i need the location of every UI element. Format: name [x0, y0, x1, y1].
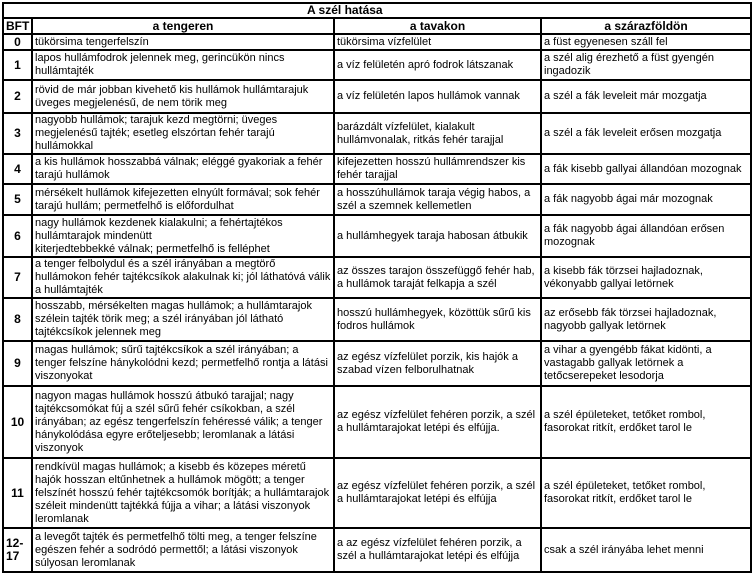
- table-header-row: [3, 18, 751, 34]
- sea-cell: tükörsima tengerfelszín: [32, 34, 334, 50]
- land-cell: a szél épületeket, tetőket rombol, fasorokat ritkít, erdőket tarol le: [541, 386, 751, 458]
- land-cell: csak a szél irányába lehet menni: [541, 528, 751, 572]
- lakes-cell: a hosszúhullámok taraja végig habos, a szél a szemnek kellemetlen: [334, 184, 541, 215]
- table-row: [3, 528, 751, 572]
- sea-cell: rendkívül magas hullámok; a kisebb és közepes méretű hajók hosszan eltűnhetnek a hullámok mögött; a tenger felszínét hosszú fehér tajtékcsomók borítják; a hullámtarajok széleit mindenütt tajtékká fújja a vihar; a látási viszonyok leromlanak: [32, 458, 334, 528]
- table-row: [3, 80, 751, 113]
- land-cell: a kisebb fák törzsei hajladoznak, vékonyabb gallyai letörnek: [541, 257, 751, 298]
- sea-cell: magas hullámok; sűrű tajtékcsíkok a szél irányában; a tenger felszíne hánykolódni kezd; permetfelhő rontja a látási viszonyokat: [32, 341, 334, 386]
- bft-cell: 12- 17: [3, 528, 32, 572]
- lakes-cell: az egész vízfelület fehéren porzik, a szél a hullámtarajokat letépi és elfújja.: [334, 386, 541, 458]
- lakes-cell: kifejezetten hosszú hullámrendszer kis fehér tarajjal: [334, 154, 541, 184]
- lakes-cell: barázdált vízfelület, kialakult hullámvonalak, ritkás fehér tarajjal: [334, 113, 541, 154]
- land-cell: a vihar a gyengébb fákat kidönti, a vastagabb gallyak letörnek a tetőcserepeket lesodorja: [541, 341, 751, 386]
- bft-cell: 7: [3, 257, 32, 298]
- sea-cell: a kis hullámok hosszabbá válnak; eléggé gyakoriak a fehér tarajú hullámok: [32, 154, 334, 184]
- sea-cell: a tenger felbolydul és a szél irányában a megtörő hullámokon fehér tajtékcsíkok alakulnak ki; jól láthatóvá válik a hullámtajték: [32, 257, 334, 298]
- table-row: [3, 257, 751, 298]
- bft-cell: 2: [3, 80, 32, 113]
- table-row: [3, 113, 751, 154]
- land-cell: a fák nagyobb ágai állandóan erősen mozognak: [541, 215, 751, 257]
- header-sea: a tengeren: [32, 18, 334, 34]
- bft-cell: 3: [3, 113, 32, 154]
- header-land: a szárazföldön: [541, 18, 751, 34]
- sea-cell: hosszabb, mérsékelten magas hullámok; a hullámtarajok szélein tajték törik meg; a szél irányában jól látható tajtékcsíkok jelennek meg: [32, 298, 334, 341]
- table-row: [3, 50, 751, 80]
- sea-cell: rövid de már jobban kivehető kis hullámok hullámtarajuk üveges megjelenésű, de nem törik meg: [32, 80, 334, 113]
- table-row: [3, 386, 751, 458]
- beaufort-wind-effects-table: [2, 2, 752, 573]
- land-cell: a füst egyenesen száll fel: [541, 34, 751, 50]
- sea-cell: nagy hullámok kezdenek kialakulni; a fehértajtékos hullámtarajok mindenütt kiterjedtebbekké válnak; permetfelhő is felléphet: [32, 215, 334, 257]
- lakes-cell: a víz felületén lapos hullámok vannak: [334, 80, 541, 113]
- land-cell: a szél épületeket, tetőket rombol, fasorokat ritkít, erdőket tarol le: [541, 458, 751, 528]
- sea-cell: mérsékelt hullámok kifejezetten elnyúlt formával; sok fehér tarajú hullám; permetfelhő is előfordulhat: [32, 184, 334, 215]
- table-row: [3, 184, 751, 215]
- sea-cell: a levegőt tajték és permetfelhő tölti meg, a tenger felszíne egészen fehér a sodródó permettől; a látási viszonyok súlyosan leromlanak: [32, 528, 334, 572]
- lakes-cell: a az egész vízfelület fehéren porzik, a szél a hullámtarajokat letépi és elfújja: [334, 528, 541, 572]
- table-row: [3, 298, 751, 341]
- table-row: [3, 154, 751, 184]
- table-row: [3, 341, 751, 386]
- header-lakes: a tavakon: [334, 18, 541, 34]
- sea-cell: nagyon magas hullámok hosszú átbukó tarajjal; nagy tajtékcsomókat fúj a szél sűrű fehér csíkokban, a szél irányában; az egész tengerfelszín fehéressé válik; a tenger hánykolódása egyre erőteljesebb; leromlanak a látási viszonyok: [32, 386, 334, 458]
- land-cell: a szél a fák leveleit erősen mozgatja: [541, 113, 751, 154]
- lakes-cell: a víz felületén apró fodrok látszanak: [334, 50, 541, 80]
- bft-cell: 10: [3, 386, 32, 458]
- table-row: [3, 215, 751, 257]
- lakes-cell: az összes tarajon összefüggő fehér hab, a hullámok taraját felkapja a szél: [334, 257, 541, 298]
- bft-cell: 4: [3, 154, 32, 184]
- lakes-cell: tükörsima vízfelület: [334, 34, 541, 50]
- lakes-cell: hosszú hullámhegyek, közöttük sűrű kis fodros hullámok: [334, 298, 541, 341]
- table-row: [3, 34, 751, 50]
- table-title: A szél hatása: [307, 3, 383, 17]
- bft-cell: 1: [3, 50, 32, 80]
- bft-cell: 5: [3, 184, 32, 215]
- land-cell: a fák kisebb gallyai állandóan mozognak: [541, 154, 751, 184]
- bft-cell: 8: [3, 298, 32, 341]
- lakes-cell: az egész vízfelület porzik, kis hajók a szabad vízen felborulhatnak: [334, 341, 541, 386]
- table-title-cell: [3, 3, 751, 18]
- bft-cell: 0: [3, 34, 32, 50]
- bft-cell: 6: [3, 215, 32, 257]
- sea-cell: lapos hullámfodrok jelennek meg, gerincükön nincs hullámtajték: [32, 50, 334, 80]
- table-title-row: [3, 3, 751, 18]
- land-cell: a szél a fák leveleit már mozgatja: [541, 80, 751, 113]
- header-bft: BFT: [3, 18, 32, 34]
- bft-cell: 11: [3, 458, 32, 528]
- land-cell: az erősebb fák törzsei hajladoznak, nagyobb gallyak letörnek: [541, 298, 751, 341]
- lakes-cell: az egész vízfelület fehéren porzik, a szél a hullámtarajokat letépi és elfújja: [334, 458, 541, 528]
- land-cell: a fák nagyobb ágai már mozognak: [541, 184, 751, 215]
- table-row: [3, 458, 751, 528]
- lakes-cell: a hullámhegyek taraja habosan átbukik: [334, 215, 541, 257]
- sea-cell: nagyobb hullámok; tarajuk kezd megtörni; üveges megjelenésű tajték; esetleg elszórtan fehér tarajú hullámokkal: [32, 113, 334, 154]
- land-cell: a szél alig érezhető a füst gyengén ingadozik: [541, 50, 751, 80]
- bft-cell: 9: [3, 341, 32, 386]
